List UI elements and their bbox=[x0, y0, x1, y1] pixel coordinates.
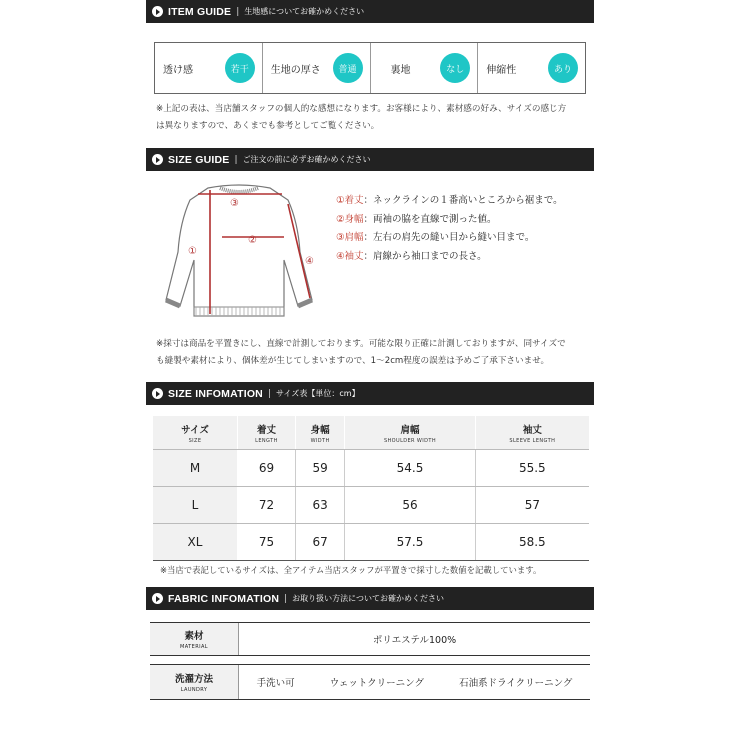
header-separator: | bbox=[236, 6, 240, 17]
header-separator: | bbox=[267, 388, 272, 399]
laundry-values bbox=[239, 665, 590, 699]
guide-cell-thickness bbox=[263, 43, 371, 93]
col-size: サイズ SIZE bbox=[153, 416, 238, 450]
table-cell: 57 bbox=[475, 487, 589, 524]
col-length: 着丈 LENGTH bbox=[238, 416, 296, 450]
size-info-subtitle: サイズ表【単位：cm】 bbox=[276, 389, 360, 398]
guide-cell-sheerness bbox=[155, 43, 263, 93]
table-cell: L bbox=[153, 487, 238, 524]
item-guide-note bbox=[156, 101, 596, 135]
play-circle-icon bbox=[152, 388, 163, 399]
size-definitions bbox=[336, 192, 563, 266]
guide-label: 裏地 bbox=[390, 64, 411, 76]
laundry-value: ウェットクリーニング bbox=[329, 678, 424, 689]
definition-shoulder: ③肩幅：左右の肩先の縫い目から縫い目まで。 bbox=[336, 232, 535, 244]
fabric-laundry-row bbox=[150, 664, 590, 700]
size-guide-subtitle: ご注文の前に必ずお確かめください bbox=[242, 155, 371, 164]
table-cell: 57.5 bbox=[345, 524, 475, 561]
guide-cell-lining bbox=[371, 43, 479, 93]
laundry-value: 手洗い可 bbox=[256, 678, 295, 689]
item-guide-subtitle: 生地感についてお確かめください bbox=[244, 7, 365, 16]
table-cell: 58.5 bbox=[475, 524, 589, 561]
size-info-header bbox=[146, 382, 594, 405]
material-value: ポリエステル100% bbox=[372, 635, 457, 646]
guide-badge: 若干 bbox=[225, 53, 255, 83]
guide-label: 生地の厚さ bbox=[270, 64, 321, 76]
size-info-note: ※当店で表記しているサイズは、全アイテム当店スタッフが平置きで採寸した数値を記載しています。 bbox=[160, 565, 542, 575]
marker-3: ③ bbox=[230, 198, 239, 209]
table-cell: 75 bbox=[238, 524, 296, 561]
col-shoulder: 肩幅 SHOULDER WIDTH bbox=[345, 416, 475, 450]
note-line: は異なりますので、あくまでも参考としてご覧ください。 bbox=[156, 121, 380, 131]
fabric-info-title: FABRIC INFOMATION bbox=[168, 592, 280, 605]
fabric-info-header bbox=[146, 587, 594, 610]
play-circle-icon bbox=[152, 6, 163, 17]
fabric-info-subtitle: お取り扱い方法についてお確かめください bbox=[292, 594, 445, 603]
fabric-material-row bbox=[150, 622, 590, 656]
guide-badge: なし bbox=[440, 53, 470, 83]
table-cell: 55.5 bbox=[475, 450, 589, 487]
table-cell: 59 bbox=[295, 450, 344, 487]
guide-cell-stretch bbox=[478, 43, 585, 93]
marker-1: ① bbox=[188, 246, 197, 257]
size-guide-title: SIZE GUIDE bbox=[168, 153, 230, 166]
marker-4: ④ bbox=[305, 256, 314, 267]
size-guide-note bbox=[156, 336, 596, 370]
table-cell: 67 bbox=[295, 524, 344, 561]
table-row bbox=[153, 450, 589, 487]
table-cell: XL bbox=[153, 524, 238, 561]
sweater-diagram bbox=[160, 182, 318, 327]
size-table bbox=[153, 416, 589, 561]
play-circle-icon bbox=[152, 593, 163, 604]
table-cell: 72 bbox=[238, 487, 296, 524]
table-cell: 54.5 bbox=[345, 450, 475, 487]
marker-2: ② bbox=[248, 235, 257, 246]
note-line: も縫製や素材により、個体差が生じてしまいますので、1〜2cm程度の誤差は予めご了承下さいませ。 bbox=[156, 356, 550, 366]
table-row bbox=[153, 487, 589, 524]
size-info-title: SIZE INFOMATION bbox=[168, 387, 263, 400]
definition-width: ②身幅：両袖の脇を直線で測った値。 bbox=[336, 213, 497, 225]
table-cell: 69 bbox=[238, 450, 296, 487]
play-circle-icon bbox=[152, 154, 163, 165]
table-row bbox=[153, 524, 589, 561]
definition-sleeve: ④袖丈：肩線から袖口までの長さ。 bbox=[336, 250, 487, 262]
table-cell: M bbox=[153, 450, 238, 487]
item-guide-title: ITEM GUIDE bbox=[168, 5, 232, 18]
note-line: ※採寸は商品を平置きにし、直線で計測しております。可能な限り正確に計測しておりますが、同サイズで bbox=[156, 339, 566, 349]
header-separator: | bbox=[284, 593, 288, 604]
material-label: 素材 MATERIAL bbox=[150, 623, 239, 655]
header-separator: | bbox=[234, 154, 238, 165]
note-line: ※上記の表は、当店舗スタッフの個人的な感想になります。お客様により、素材感の好み、サイズの感じ方 bbox=[156, 104, 567, 114]
size-guide-header bbox=[146, 148, 594, 171]
col-width: 身幅 WIDTH bbox=[295, 416, 344, 450]
definition-length: ①着丈：ネックラインの１番高いところから裾まで。 bbox=[336, 195, 563, 206]
item-guide-table bbox=[154, 42, 586, 94]
laundry-label: 洗濯方法 LAUNDRY bbox=[150, 665, 239, 699]
table-cell: 56 bbox=[345, 487, 475, 524]
item-guide-header bbox=[146, 0, 594, 23]
guide-badge: あり bbox=[548, 53, 578, 83]
table-cell: 63 bbox=[295, 487, 344, 524]
guide-label: 伸縮性 bbox=[486, 64, 517, 76]
col-sleeve: 袖丈 SLEEVE LENGTH bbox=[475, 416, 589, 450]
guide-badge: 普通 bbox=[333, 53, 363, 83]
guide-label: 透け感 bbox=[163, 64, 193, 76]
laundry-value: 石油系ドライクリーニング bbox=[459, 678, 573, 689]
size-table-header bbox=[153, 416, 589, 450]
